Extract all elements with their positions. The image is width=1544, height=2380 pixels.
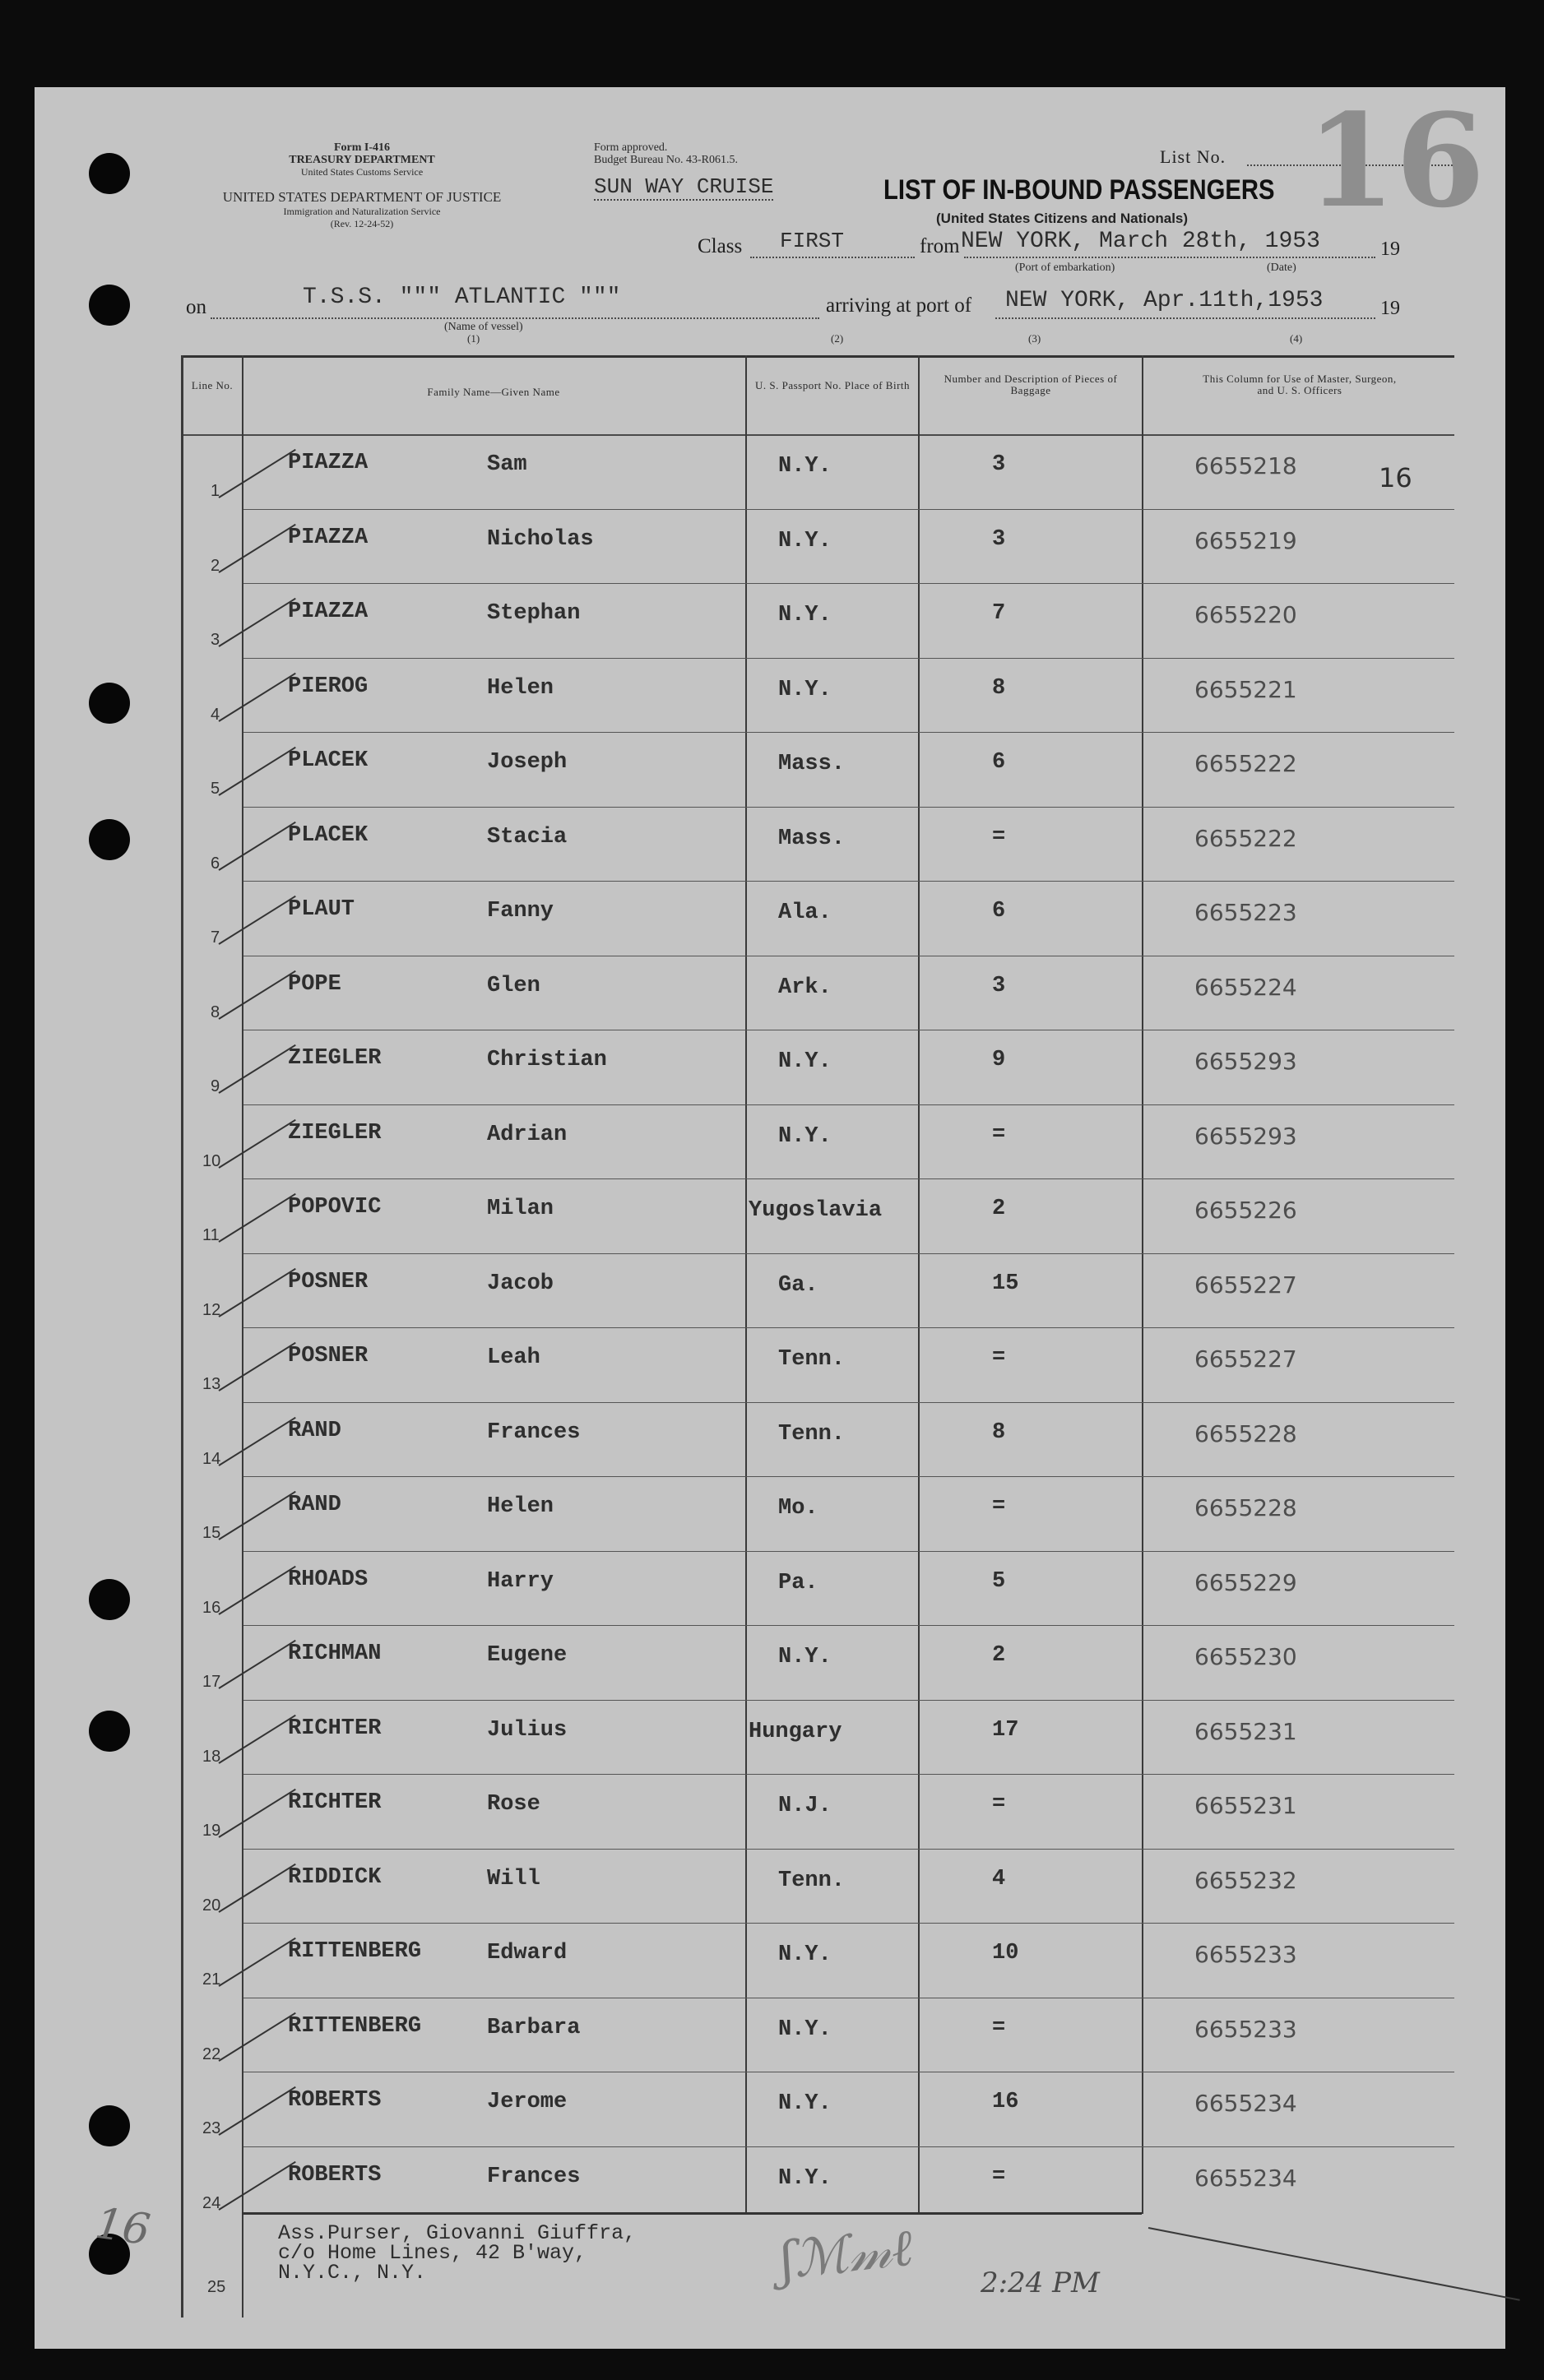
officer-number: 6655231: [1194, 1792, 1297, 1819]
given-name: Will: [487, 1866, 540, 1891]
baggage-count: =: [992, 1345, 1006, 1370]
place-of-birth: Ga.: [778, 1272, 818, 1298]
purser-line-1: Ass.Purser, Giovanni Giuffra,: [278, 2221, 637, 2245]
baggage-count: 3: [992, 973, 1006, 998]
vessel-name: T.S.S. """ ATLANTIC """: [303, 285, 621, 310]
given-name: Jerome: [487, 2090, 568, 2114]
family-name: RICHMAN: [288, 1641, 382, 1666]
budget-bureau: Budget Bureau No. 43-R061.5.: [594, 154, 738, 166]
given-name: Jacob: [487, 1271, 554, 1296]
given-name: Glen: [487, 973, 540, 998]
line-number: 9: [211, 1077, 220, 1095]
year-suffix-2: 19: [1380, 298, 1400, 319]
baggage-count: =: [992, 1122, 1006, 1147]
line-number: 7: [211, 928, 220, 947]
officer-number: 6655218: [1194, 452, 1297, 479]
punch-hole: [89, 1711, 130, 1752]
baggage-count: 4: [992, 1866, 1006, 1891]
baggage-count: 6: [992, 899, 1006, 924]
port-embark-caption: (Port of embarkation): [1015, 262, 1115, 274]
place-of-birth: N.Y.: [778, 2091, 832, 2116]
officer-number: 6655221: [1194, 675, 1297, 703]
family-name: RITTENBERG: [288, 1939, 422, 1964]
family-name: ZIEGLER: [288, 1120, 382, 1146]
col-baggage: Number and Description of Pieces of Baggage: [944, 373, 1118, 396]
form-title: LIST OF IN-BOUND PASSENGERS: [883, 174, 1275, 206]
line-number: 16: [202, 1598, 221, 1617]
col-passport: U. S. Passport No. Place of Birth: [754, 379, 911, 391]
officer-number: 6655234: [1194, 2090, 1297, 2117]
place-of-birth: Tenn.: [778, 1421, 846, 1447]
line-number: 20: [202, 1896, 221, 1915]
given-name: Helen: [487, 675, 554, 701]
punch-hole: [89, 819, 130, 860]
baggage-count: 6: [992, 750, 1006, 775]
treasury-dept: TREASURY DEPARTMENT: [289, 154, 435, 166]
place-of-birth: Mo.: [778, 1496, 818, 1521]
given-name: Frances: [487, 1419, 581, 1445]
officer-number: 6655227: [1194, 1345, 1297, 1373]
baggage-count: =: [992, 1792, 1006, 1817]
line-number: 4: [211, 705, 220, 724]
line-number: 17: [202, 1673, 221, 1691]
on-label: on: [186, 296, 206, 318]
given-name: Joseph: [487, 750, 568, 775]
family-name: POPOVIC: [288, 1195, 382, 1220]
line-number: 5: [211, 780, 220, 798]
place-of-birth: N.Y.: [778, 677, 832, 702]
baggage-count: 10: [992, 1941, 1019, 1966]
officer-number: 6655226: [1194, 1197, 1297, 1224]
place-of-birth: Mass.: [778, 752, 846, 776]
place-of-birth: N.Y.: [778, 2017, 832, 2042]
officer-number: 6655232: [1194, 1866, 1297, 1894]
officer-number: 6655227: [1194, 1271, 1297, 1299]
given-name: Adrian: [487, 1122, 568, 1147]
officer-number: 6655233: [1194, 2015, 1297, 2043]
cruise-name: SUN WAY CRUISE: [594, 174, 774, 199]
family-name: PIAZZA: [288, 451, 369, 475]
punch-hole: [89, 153, 130, 194]
line-number: 10: [202, 1151, 221, 1170]
line-number: 23: [202, 2119, 221, 2137]
given-name: Julius: [487, 1717, 568, 1743]
family-name: POSNER: [288, 1269, 369, 1294]
line-number: 1: [211, 482, 220, 500]
baggage-count: 2: [992, 1197, 1006, 1221]
given-name: Edward: [487, 1941, 568, 1966]
baggage-count: =: [992, 2015, 1006, 2040]
form-number: Form I-416: [333, 141, 391, 154]
col-num-4: (4): [1290, 332, 1303, 345]
officer-number: 6655224: [1194, 973, 1297, 1001]
col-num-1: (1): [467, 332, 480, 345]
officer-number: 6655229: [1194, 1568, 1297, 1596]
line-number-25: 25: [207, 2278, 226, 2296]
line-number: 24: [202, 2193, 221, 2212]
family-name: RITTENBERG: [288, 2013, 422, 2039]
given-name: Barbara: [487, 2015, 581, 2040]
place-of-birth: Ala.: [778, 901, 832, 925]
form-approved: Form approved.: [594, 141, 668, 154]
col-num-3: (3): [1028, 332, 1041, 345]
year-suffix-1: 19: [1380, 238, 1400, 260]
place-of-birth: N.Y.: [778, 2165, 832, 2191]
place-of-birth: N.Y.: [778, 603, 832, 627]
place-of-birth: N.J.: [778, 1794, 832, 1818]
family-name: ROBERTS: [288, 2088, 382, 2113]
officer-number: 6655223: [1194, 899, 1297, 926]
family-name: POSNER: [288, 1344, 369, 1368]
line-number: 22: [202, 2044, 221, 2063]
signature-time: 2:24 PM: [981, 2267, 1100, 2299]
officer-number: 6655230: [1194, 1643, 1297, 1670]
given-name: Frances: [487, 2164, 581, 2189]
margin-note: 16: [92, 2198, 154, 2256]
punch-hole: [89, 285, 130, 326]
ins-service: Immigration and Naturalization Service: [283, 206, 441, 217]
officer-number: 6655231: [1194, 1717, 1297, 1745]
place-of-birth: N.Y.: [778, 1123, 832, 1149]
officer-number: 6655233: [1194, 1941, 1297, 1968]
given-name: Helen: [487, 1494, 554, 1519]
given-name: Sam: [487, 452, 527, 477]
officer-note: 16: [1379, 462, 1412, 493]
place-of-birth: N.Y.: [778, 528, 832, 553]
col-num-2: (2): [831, 332, 844, 345]
baggage-count: 8: [992, 675, 1006, 701]
punch-hole: [89, 683, 130, 724]
col-line-no: Line No.: [191, 379, 234, 391]
baggage-count: 15: [992, 1271, 1019, 1296]
family-name: ROBERTS: [288, 2162, 382, 2188]
place-of-birth: Yugoslavia: [749, 1198, 883, 1223]
place-of-birth: Mass.: [778, 826, 846, 851]
punch-hole: [89, 2105, 130, 2146]
family-name: RHOADS: [288, 1567, 369, 1592]
baggage-count: 7: [992, 601, 1006, 626]
officer-number: 6655234: [1194, 2164, 1297, 2192]
line-number: 15: [202, 1524, 221, 1542]
officer-signature: ʃℳ𝓂ℓ: [777, 2216, 916, 2291]
given-name: Leah: [487, 1345, 540, 1370]
family-name: RAND: [288, 1493, 341, 1517]
revision-date: (Rev. 12-24-52): [330, 218, 394, 229]
baggage-count: =: [992, 1494, 1006, 1519]
line-number: 21: [202, 1970, 221, 1989]
justice-dept: UNITED STATES DEPARTMENT OF JUSTICE: [222, 189, 502, 205]
place-of-birth: Ark.: [778, 975, 832, 1000]
baggage-count: 3: [992, 526, 1006, 552]
purser-line-2: c/o Home Lines, 42 B'way,: [278, 2241, 587, 2265]
date-caption: (Date): [1267, 262, 1296, 274]
family-name: RICHTER: [288, 1790, 382, 1815]
line-number: 14: [202, 1449, 221, 1468]
family-name: PLAUT: [288, 897, 355, 922]
baggage-count: 17: [992, 1717, 1019, 1743]
line-number: 8: [211, 1002, 220, 1021]
family-name: POPE: [288, 971, 341, 997]
given-name: Eugene: [487, 1643, 568, 1668]
place-of-birth: Pa.: [778, 1570, 818, 1595]
family-name: PIEROG: [288, 674, 369, 699]
col-officers: This Column for Use of Master, Surgeon, and U. S. Officers: [1203, 373, 1397, 396]
given-name: Nicholas: [487, 526, 594, 552]
line-number: 12: [202, 1300, 221, 1319]
baggage-count: 16: [992, 2090, 1019, 2114]
family-name: PIAZZA: [288, 600, 369, 624]
vessel-caption: (Name of vessel): [444, 321, 523, 333]
family-name: RAND: [288, 1418, 341, 1443]
given-name: Harry: [487, 1568, 554, 1594]
arriving-label: arriving at port of: [826, 294, 972, 317]
family-name: PIAZZA: [288, 525, 369, 550]
purser-line-3: N.Y.C., N.Y.: [278, 2261, 427, 2285]
given-name: Rose: [487, 1792, 540, 1817]
line-number: 19: [202, 1822, 221, 1840]
line-number: 11: [202, 1226, 220, 1244]
family-name: RIDDICK: [288, 1864, 382, 1890]
line-number: 2: [211, 556, 220, 575]
family-name: RICHTER: [288, 1716, 382, 1741]
class-label: Class: [698, 235, 743, 257]
line-number: 3: [211, 631, 220, 649]
given-name: Christian: [487, 1048, 607, 1072]
baggage-count: 9: [992, 1048, 1006, 1072]
line-number: 18: [202, 1747, 221, 1766]
officer-number: 6655222: [1194, 750, 1297, 777]
form-subtitle: (United States Citizens and Nationals): [936, 211, 1189, 226]
class-value: FIRST: [780, 229, 845, 253]
from-value: NEW YORK, March 28th, 1953: [961, 229, 1320, 254]
place-of-birth: N.Y.: [778, 1645, 832, 1669]
baggage-count: =: [992, 824, 1006, 850]
place-of-birth: N.Y.: [778, 454, 832, 479]
list-number: 16: [1306, 86, 1486, 236]
family-name: ZIEGLER: [288, 1046, 382, 1071]
officer-number: 6655219: [1194, 526, 1297, 554]
punch-hole: [89, 1579, 130, 1620]
customs-service: United States Customs Service: [300, 166, 424, 178]
given-name: Milan: [487, 1197, 554, 1221]
place-of-birth: N.Y.: [778, 1942, 832, 1967]
officer-number: 6655293: [1194, 1048, 1297, 1075]
officer-number: 6655220: [1194, 601, 1297, 628]
line-number: 13: [202, 1375, 221, 1393]
given-name: Fanny: [487, 899, 554, 924]
baggage-count: 5: [992, 1568, 1006, 1594]
from-label: from: [920, 235, 960, 257]
arrival-value: NEW YORK, Apr.11th,1953: [1005, 288, 1324, 313]
officer-number: 6655228: [1194, 1419, 1297, 1447]
given-name: Stacia: [487, 824, 568, 850]
baggage-count: 3: [992, 452, 1006, 477]
list-no-label: List No.: [1160, 146, 1226, 167]
officer-number: 6655293: [1194, 1122, 1297, 1150]
place-of-birth: N.Y.: [778, 1049, 832, 1074]
officer-number: 6655228: [1194, 1494, 1297, 1521]
family-name: PLACEK: [288, 822, 369, 848]
baggage-count: 8: [992, 1419, 1006, 1445]
place-of-birth: Tenn.: [778, 1347, 846, 1372]
place-of-birth: Tenn.: [778, 1868, 846, 1893]
col-name: Family Name—Given Name: [427, 386, 560, 398]
given-name: Stephan: [487, 601, 581, 626]
baggage-count: 2: [992, 1643, 1006, 1668]
family-name: PLACEK: [288, 748, 369, 773]
line-number: 6: [211, 854, 220, 873]
place-of-birth: Hungary: [749, 1719, 842, 1744]
officer-number: 6655222: [1194, 824, 1297, 852]
baggage-count: =: [992, 2164, 1006, 2189]
